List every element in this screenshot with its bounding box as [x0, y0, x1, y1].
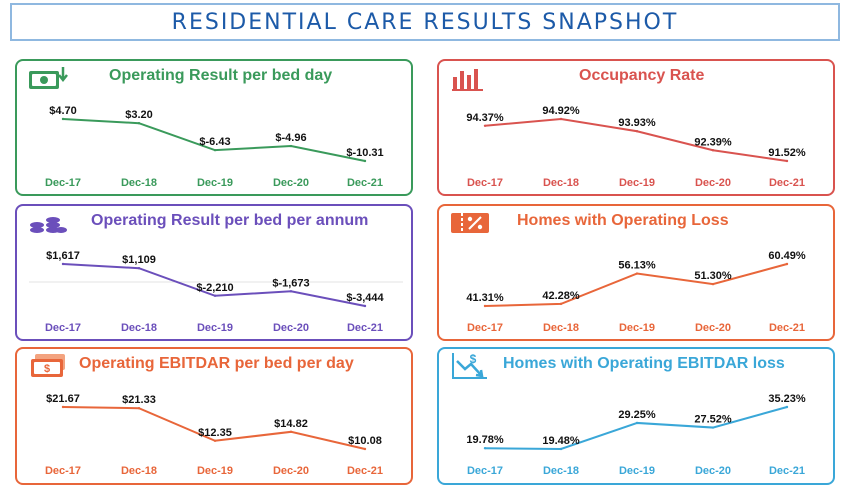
data-label-dec-20: 51.30% [694, 270, 732, 283]
x-tick-label-dec-20: Dec-20 [694, 322, 732, 334]
line-chart [439, 349, 837, 487]
data-label-dec-19: $12.35 [198, 426, 232, 439]
x-tick-label-dec-19: Dec-19 [618, 465, 656, 477]
data-point-dec-20 [290, 145, 292, 147]
x-tick-label-dec-17: Dec-17 [44, 322, 82, 334]
data-point-dec-21 [364, 305, 366, 307]
data-label-dec-17: $4.70 [49, 105, 77, 117]
x-tick-label-dec-19: Dec-19 [196, 465, 234, 477]
x-tick-label-dec-17: Dec-17 [466, 177, 504, 189]
data-point-dec-17 [484, 447, 486, 449]
page-title: RESIDENTIAL CARE RESULTS SNAPSHOT [10, 3, 840, 41]
panel-operating-ebitdar-per-bed-per-day [15, 347, 413, 485]
x-tick-label-dec-17: Dec-17 [44, 465, 82, 477]
data-point-dec-18 [138, 267, 140, 269]
x-tick-label-dec-17: Dec-17 [466, 322, 504, 334]
data-point-dec-18 [138, 122, 140, 124]
chart-title: Occupancy Rate [579, 67, 705, 84]
data-point-dec-19 [214, 149, 216, 151]
data-label-dec-21: 35.23% [768, 393, 806, 405]
data-point-dec-20 [712, 149, 714, 151]
data-point-dec-19 [636, 272, 638, 274]
data-point-dec-17 [62, 118, 64, 120]
data-label-dec-17: 94.37% [466, 111, 504, 124]
data-point-dec-20 [712, 426, 714, 428]
data-label-dec-20: $-1,673 [272, 277, 310, 290]
data-label-dec-17: 19.78% [466, 434, 504, 447]
data-point-dec-21 [786, 263, 788, 265]
x-tick-label-dec-21: Dec-21 [346, 465, 384, 477]
panel-homes-with-operating-ebitdar-loss [437, 347, 835, 485]
data-label-dec-19: 56.13% [618, 259, 656, 272]
x-tick-label-dec-19: Dec-19 [618, 322, 656, 334]
data-point-dec-19 [214, 295, 216, 297]
x-tick-label-dec-18: Dec-18 [542, 465, 580, 477]
data-label-dec-21: 91.52% [768, 147, 806, 159]
data-point-dec-19 [214, 440, 216, 442]
data-point-dec-18 [560, 118, 562, 120]
line-chart [17, 349, 415, 487]
data-point-dec-18 [560, 303, 562, 305]
data-label-dec-18: 94.92% [542, 105, 580, 117]
chart-title: Homes with Operating Loss [517, 212, 729, 229]
data-label-dec-20: $14.82 [274, 417, 308, 430]
x-tick-label-dec-21: Dec-21 [346, 177, 384, 189]
data-point-dec-17 [484, 305, 486, 307]
panel-operating-result-per-bed-day [15, 59, 413, 196]
chart-title: Homes with Operating EBITDAR loss [503, 355, 785, 372]
chart-title: Operating EBITDAR per bed per day [79, 355, 354, 372]
data-label-dec-18: 42.28% [542, 289, 580, 302]
data-label-dec-20: 92.39% [694, 136, 732, 149]
data-label-dec-21: $-3,444 [346, 292, 384, 304]
x-tick-label-dec-20: Dec-20 [272, 322, 310, 334]
data-label-dec-18: $21.33 [122, 394, 156, 407]
data-point-dec-17 [62, 406, 64, 408]
x-tick-label-dec-20: Dec-20 [272, 177, 310, 189]
data-label-dec-19: $-6.43 [199, 136, 231, 149]
data-label-dec-18: 19.48% [542, 435, 580, 447]
data-label-dec-19: 93.93% [618, 117, 656, 130]
x-tick-label-dec-17: Dec-17 [466, 465, 504, 477]
data-label-dec-18: $1,109 [122, 254, 156, 267]
x-tick-label-dec-19: Dec-19 [196, 322, 234, 334]
data-point-dec-21 [786, 406, 788, 408]
data-label-dec-20: 27.52% [694, 413, 732, 426]
data-point-dec-18 [560, 448, 562, 450]
data-point-dec-21 [364, 160, 366, 162]
x-tick-label-dec-20: Dec-20 [272, 465, 310, 477]
data-label-dec-17: 41.31% [466, 292, 504, 304]
data-label-dec-19: 29.25% [618, 408, 656, 421]
x-tick-label-dec-18: Dec-18 [120, 177, 158, 189]
line-chart [439, 61, 837, 198]
data-point-dec-19 [636, 422, 638, 424]
x-tick-label-dec-21: Dec-21 [768, 465, 806, 477]
data-point-dec-21 [364, 448, 366, 450]
data-point-dec-17 [484, 125, 486, 127]
x-tick-label-dec-21: Dec-21 [346, 322, 384, 334]
line-chart [17, 61, 415, 198]
x-tick-label-dec-20: Dec-20 [694, 465, 732, 477]
data-label-dec-21: $10.08 [348, 435, 382, 447]
data-label-dec-21: 60.49% [768, 250, 806, 262]
data-point-dec-20 [712, 283, 714, 285]
data-label-dec-20: $-4.96 [275, 132, 307, 145]
panel-homes-with-operating-loss [437, 204, 835, 341]
x-tick-label-dec-21: Dec-21 [768, 177, 806, 189]
data-label-dec-19: $-2,210 [196, 281, 234, 294]
data-point-dec-20 [290, 431, 292, 433]
data-label-dec-21: $-10.31 [346, 147, 384, 159]
x-tick-label-dec-18: Dec-18 [120, 322, 158, 334]
x-tick-label-dec-21: Dec-21 [768, 322, 806, 334]
data-point-dec-20 [290, 290, 292, 292]
chart-title: Operating Result per bed per annum [91, 212, 369, 229]
x-tick-label-dec-18: Dec-18 [120, 465, 158, 477]
x-tick-label-dec-19: Dec-19 [618, 177, 656, 189]
svg-text:$: $ [43, 363, 51, 375]
line-chart [439, 206, 837, 343]
data-point-dec-21 [786, 160, 788, 162]
panel-operating-result-per-bed-per-annum [15, 204, 413, 341]
data-point-dec-18 [138, 407, 140, 409]
data-label-dec-17: $1,617 [46, 250, 80, 262]
line-chart [17, 206, 415, 343]
data-point-dec-17 [62, 263, 64, 265]
data-label-dec-18: $3.20 [125, 109, 153, 122]
x-tick-label-dec-17: Dec-17 [44, 177, 82, 189]
chart-title: Operating Result per bed day [109, 67, 333, 84]
x-tick-label-dec-20: Dec-20 [694, 177, 732, 189]
panel-occupancy-rate [437, 59, 835, 196]
x-tick-label-dec-19: Dec-19 [196, 177, 234, 189]
data-point-dec-19 [636, 130, 638, 132]
data-label-dec-17: $21.67 [46, 393, 80, 405]
x-tick-label-dec-18: Dec-18 [542, 177, 580, 189]
x-tick-label-dec-18: Dec-18 [542, 322, 580, 334]
svg-text:$: $ [469, 352, 477, 366]
